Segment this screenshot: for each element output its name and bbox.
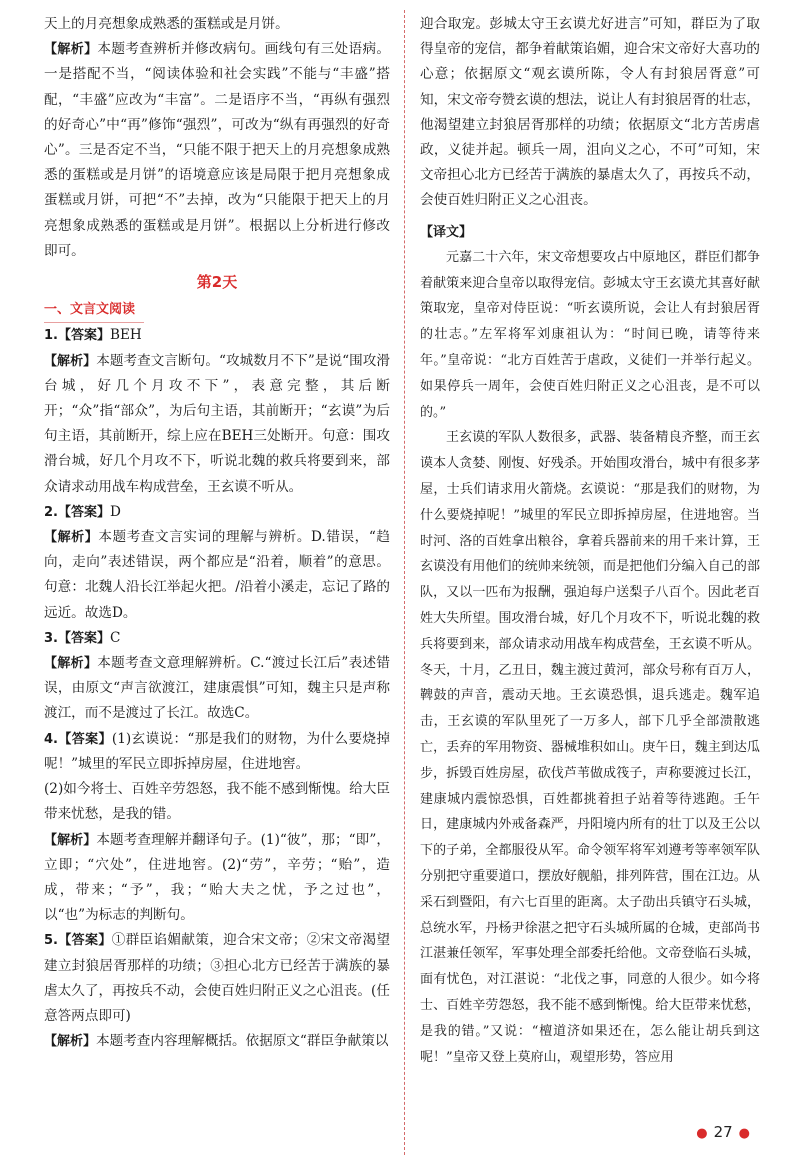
answer-tag: 【答案】 — [57, 504, 110, 520]
q1-number: 1. — [44, 328, 58, 344]
translation-paragraph-1: 元嘉二十六年，宋文帝想要攻占中原地区，群臣们都争着献策来迎合皇帝以取得宠信。彭城太守王玄谟尤其喜好献策取宠，皇帝对侍臣说：“听玄谟所说，会让人有封狼居胥的壮志。”左军将军刘康祖认为：“时间已晚，请等待来年。”皇帝说：“北方百姓苦于虐政，义徒们一并举行起义。如果停兵一周年，会使百姓归附正义之心沮丧，是不可以的。” — [420, 249, 760, 420]
answer-tag: 【答案】 — [57, 933, 112, 949]
section-title: 一、文言文阅读 — [44, 297, 144, 323]
q2-answer-text: D — [110, 503, 121, 520]
q4-answer-2: (2)如今将士、百姓辛劳怨怒，我不能不感到惭愧。给大臣带来忧愁，是我的错。 — [44, 781, 390, 823]
q5-answer — [44, 928, 390, 1029]
analysis-tag: 【解析】 — [44, 832, 97, 848]
q3-number: 3. — [44, 630, 58, 646]
analysis-tag: 【解析】 — [44, 353, 97, 369]
answer-tag: 【答案】 — [57, 731, 112, 747]
page-number: 27 — [713, 1123, 733, 1141]
q1-answer-text: BEH — [110, 327, 142, 344]
q1-answer — [44, 323, 390, 348]
left-column — [44, 12, 390, 1054]
q5-analysis-continued: 迎合取宠。彭城太守王玄谟尤好进言”可知，群臣为了取得皇帝的宠信，都争着献策谄媚，迎合宋文帝好大喜功的心意；依据原文“观玄谟所陈，令人有封狼居胥意”可知，宋文帝夸赞玄谟的想法，说让人有封狼居胥的壮志，他渴望建立封狼居胥那样的功绩；依据原文“北方苦虏虐政，义徒并起。顿兵一周，沮向义之心，不可”可知，宋文帝担心北方已经苦于满族的暴虐太久了，再按兵不动，会使百姓归附正义之心沮丧。 — [420, 16, 760, 209]
q2-analysis — [44, 525, 390, 626]
q2-analysis-text: 本题考查文言实词的理解与辨析。D.错误，“趋向，走向”表述错误，两个都应是“沿着，顺着”的意思。句意：北魏人沿长江举起火把。/沿着小溪走，忘记了路的远近。故选D。 — [44, 529, 390, 621]
q3-answer-text: C — [110, 629, 121, 646]
answer-tag: 【答案】 — [57, 630, 110, 646]
day-title: 第2天 — [196, 273, 238, 292]
q5-answer-text: ①群臣谄媚献策，迎合宋文帝；②宋文帝渴望建立封狼居胥那样的功绩；③担心北方已经苦于满族的暴虐太久了，再按兵不动，会使百姓归附正义之心沮丧。(任意答两点即可) — [44, 932, 390, 1024]
q4-number: 4. — [44, 731, 58, 747]
q5-number: 5. — [44, 933, 58, 949]
q3-analysis-text: 本题考查文意理解辨析。C.“渡过长江后”表述错误，由原文“声言欲渡江，建康震惧”可知，魏主只是声称渡江，而不是渡过了长江。故选C。 — [44, 655, 390, 722]
footer-dot-left: ● — [696, 1126, 708, 1141]
analysis-tag: 【解析】 — [44, 1034, 97, 1050]
translation-tag: 【译文】 — [420, 224, 473, 240]
column-divider — [404, 10, 405, 1155]
q3-analysis — [44, 651, 390, 727]
q4-answer — [44, 727, 390, 777]
prev-analysis-text: 本题考查辨析并修改病句。画线句有三处语病。一是搭配不当，“阅读体验和社会实践”不能与“丰盛”搭配，“丰盛”应改为“丰富”。二是语序不当，“再纵有强烈的好奇心”中“再”修饰“强烈”，可改为“纵有再强烈的好奇心”。三是否定不当，“只能不限于把天上的月亮想象成熟悉的蛋糕或是月饼”的语境意应该是局限于把月亮想象成蛋糕或月饼，可把“不”去掉，改为“只能限于把天上的月亮想象成熟悉的蛋糕或是月饼”。根据以上分析进行修改即可。 — [44, 41, 390, 259]
q1-analysis — [44, 349, 390, 500]
prev-analysis — [44, 37, 390, 264]
analysis-tag: 【解析】 — [44, 656, 98, 672]
q4-answer-text-1: (1)玄谟说：“那是我们的财物，为什么要烧掉呢！”城里的军民立即拆掉房屋，住进地窖。 — [44, 730, 390, 772]
analysis-tag: 【解析】 — [44, 42, 98, 58]
analysis-tag: 【解析】 — [44, 530, 99, 546]
footer-dot-right: ● — [738, 1126, 750, 1141]
q4-analysis-text: 本题考查理解并翻译句子。(1)“彼”，那；“即”，立即；“穴处”，住进地窖。(2)“劳”，辛劳；“贻”，造成，带来；“予”，我；“贻大夫之忧，予之过也”，以“也”为标志的判断句。 — [44, 831, 390, 924]
left-continuation-text: 天上的月亮想象成熟悉的蛋糕或是月饼。 — [44, 16, 289, 32]
q4-analysis — [44, 828, 390, 929]
answer-tag: 【答案】 — [57, 328, 110, 344]
q2-number: 2. — [44, 504, 58, 520]
translation-paragraph-2: 王玄谟的军队人数很多，武器、装备精良齐整，而王玄谟本人贪婪、刚愎、好残杀。开始围攻滑台，城中有很多茅屋，士兵们请求用火箭烧。玄谟说：“那是我们的财物，为什么要烧掉呢！”城里的军民立即拆掉房屋，住进地窖。当时河、洛的百姓拿出粮谷，拿着兵器前来的用千来计算，王玄谟没有用他们的统帅来统领，而是把他们分编入自己的部队，又以一匹布为报酬，强迫每户送梨子八百个。因此老百姓大失所望。围攻滑台城，好几个月攻不下，听说北魏的救兵将要到来，部众请求动用战车构成营垒，王玄谟不听从。冬天，十月，乙丑日，魏主渡过黄河，部众号称有百万人，鞞鼓的声音，震动天地。王玄谟恐惧，退兵逃走。魏军追击，王玄谟的军队里死了一万多人，部下几乎全部溃散逃亡，丢弃的军用物资、器械堆积如山。庚午日，魏主到达瓜步，拆毁百姓房屋，砍伐芦苇做成筏子，声称要渡过长江，建康城内震惊恐惧，百姓都挑着担子站着等待逃跑。壬午日，建康城内外戒备森严，丹阳境内所有的壮丁以及王公以下的子弟，全都服役从军。命令领军将军刘遵考等率领军队分别把守重要道口，摆放好舰船，排列阵营，围在江边。从采石到暨阳，有六七百里的距离。太子劭出兵镇守石头城，总统水军，丹杨尹徐湛之把守石头城所属的仓城，吏部尚书江湛兼任领军，军事处理全部委托给他。文帝登临石头城，面有忧色，对江湛说：“北伐之事，同意的人很少。如今将士、百姓辛劳怨怒，我不能不感到惭愧。给大臣带来忧愁，是我的错。”又说：“檀道济如果还在，怎么能让胡兵到这呢！”皇帝又登上莫府山，观望形势，答应用 — [420, 430, 760, 1065]
q3-answer — [44, 626, 390, 651]
q5-analysis-text: 本题考查内容理解概括。依据原文“群臣争献策以 — [96, 1033, 389, 1050]
q5-analysis — [44, 1029, 390, 1054]
page-footer — [690, 1123, 756, 1141]
q1-analysis-text: 本题考查文言断句。“攻城数月不下”是说“围攻滑台城，好几个月攻不下”，表意完整，其后断开；“众”指“部众”，为后句主语，其前断开；“玄谟”为后句主语，其前断开，综上应在BEH三处断开。句意：围攻滑台城，好几个月攻不下，听说北魏的救兵将要到来，部众请求动用战车构成营垒，王玄谟不听从。 — [44, 352, 390, 495]
right-column — [420, 12, 760, 1070]
q2-answer — [44, 500, 390, 525]
